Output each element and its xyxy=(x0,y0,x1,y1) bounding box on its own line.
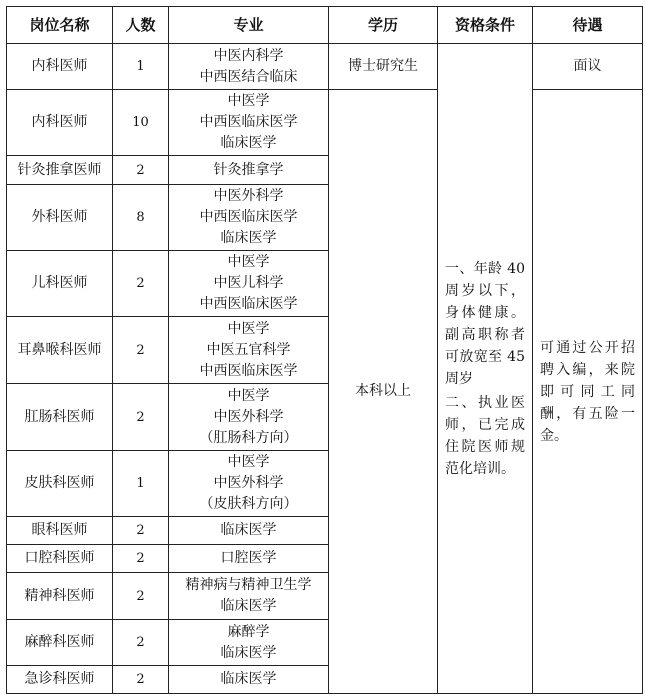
major-line: 针灸推拿学 xyxy=(213,161,284,178)
count-cell: 2 xyxy=(113,156,169,185)
header-qualification: 资格条件 xyxy=(438,7,533,44)
major-line: 中西医临床医学 xyxy=(199,296,298,312)
education-cell-doctoral: 博士研究生 xyxy=(329,44,438,90)
treatment-cell-doctoral: 面议 xyxy=(533,44,643,90)
count-cell: 2 xyxy=(113,573,169,620)
major-cell xyxy=(169,156,329,185)
header-major: 专业 xyxy=(169,7,329,44)
major-line: 临床医学 xyxy=(220,135,277,151)
major-line: 中西医结合临床 xyxy=(199,68,298,85)
position-cell: 儿科医师 xyxy=(7,251,113,317)
major-line: 中西医临床医学 xyxy=(199,114,298,130)
count-cell: 2 xyxy=(113,384,169,451)
count-cell: 2 xyxy=(113,317,169,384)
major-line: 麻醉学 xyxy=(227,623,270,640)
treatment-text: 可通过公开招聘入编，来院即可同工同酬，有五险一金。 xyxy=(540,339,635,444)
position-cell: 耳鼻喉科医师 xyxy=(7,317,113,384)
major-line: （皮肤科方向） xyxy=(199,496,298,512)
table-row xyxy=(7,44,643,90)
count-cell: 2 xyxy=(113,620,169,666)
recruitment-table xyxy=(6,6,643,694)
major-line: 中医外科学 xyxy=(213,475,284,491)
major-line: 中医学 xyxy=(227,254,270,270)
major-line: 口腔医学 xyxy=(220,550,277,566)
major-cell xyxy=(169,451,329,517)
major-cell xyxy=(169,620,329,666)
major-line: 中医学 xyxy=(227,454,270,470)
position-cell: 麻醉科医师 xyxy=(7,620,113,666)
education-cell-bachelor: 本科以上 xyxy=(329,90,438,694)
major-line: 中医学 xyxy=(227,387,270,404)
major-cell xyxy=(169,185,329,251)
qualification-cell xyxy=(438,44,533,694)
count-cell: 8 xyxy=(113,185,169,251)
header-position: 岗位名称 xyxy=(7,7,113,44)
position-cell: 内科医师 xyxy=(7,44,113,90)
qualification-item-1: 一、年龄 40 周岁以下，身体健康。副高职称者可放宽至 45 周岁 xyxy=(445,260,525,387)
major-line: 中西医临床医学 xyxy=(199,362,298,379)
major-cell xyxy=(169,666,329,694)
count-cell: 2 xyxy=(113,251,169,317)
major-line: 中医儿科学 xyxy=(213,275,284,291)
major-line: 中医学 xyxy=(227,320,270,337)
position-cell: 眼科医师 xyxy=(7,517,113,545)
major-line: （肛肠科方向） xyxy=(199,429,298,446)
major-cell xyxy=(169,384,329,451)
major-cell xyxy=(169,90,329,156)
major-cell xyxy=(169,251,329,317)
major-line: 精神病与精神卫生学 xyxy=(185,577,312,593)
major-cell xyxy=(169,317,329,384)
major-cell xyxy=(169,44,329,90)
treatment-cell-bachelor xyxy=(533,90,643,694)
major-line: 临床医学 xyxy=(220,644,277,661)
count-cell: 10 xyxy=(113,90,169,156)
major-line: 中医五官科学 xyxy=(206,341,291,358)
major-cell xyxy=(169,573,329,620)
position-cell: 皮肤科医师 xyxy=(7,451,113,517)
major-line: 中医内科学 xyxy=(213,47,284,64)
position-cell: 急诊科医师 xyxy=(7,666,113,694)
major-cell xyxy=(169,545,329,573)
position-cell: 针灸推拿医师 xyxy=(7,156,113,185)
header-row xyxy=(7,7,643,44)
count-cell: 2 xyxy=(113,545,169,573)
qualification-item-2: 二、执业医师，已完成住院医师规范化培训。 xyxy=(445,394,525,477)
major-line: 临床医学 xyxy=(220,230,277,246)
position-cell: 内科医师 xyxy=(7,90,113,156)
major-line: 临床医学 xyxy=(220,522,277,538)
major-line: 临床医学 xyxy=(220,598,277,614)
header-count: 人数 xyxy=(113,7,169,44)
count-cell: 1 xyxy=(113,451,169,517)
count-cell: 2 xyxy=(113,517,169,545)
major-line: 中医外科学 xyxy=(213,408,284,425)
major-line: 中西医临床医学 xyxy=(199,209,298,225)
major-line: 临床医学 xyxy=(220,671,277,687)
position-cell: 外科医师 xyxy=(7,185,113,251)
major-line: 中医外科学 xyxy=(213,188,284,204)
count-cell: 1 xyxy=(113,44,169,90)
count-cell: 2 xyxy=(113,666,169,694)
major-cell xyxy=(169,517,329,545)
header-treatment: 待遇 xyxy=(533,7,643,44)
position-cell: 精神科医师 xyxy=(7,573,113,620)
header-education: 学历 xyxy=(329,7,438,44)
major-line: 中医学 xyxy=(227,93,270,109)
table-row xyxy=(7,90,643,156)
position-cell: 口腔科医师 xyxy=(7,545,113,573)
position-cell: 肛肠科医师 xyxy=(7,384,113,451)
